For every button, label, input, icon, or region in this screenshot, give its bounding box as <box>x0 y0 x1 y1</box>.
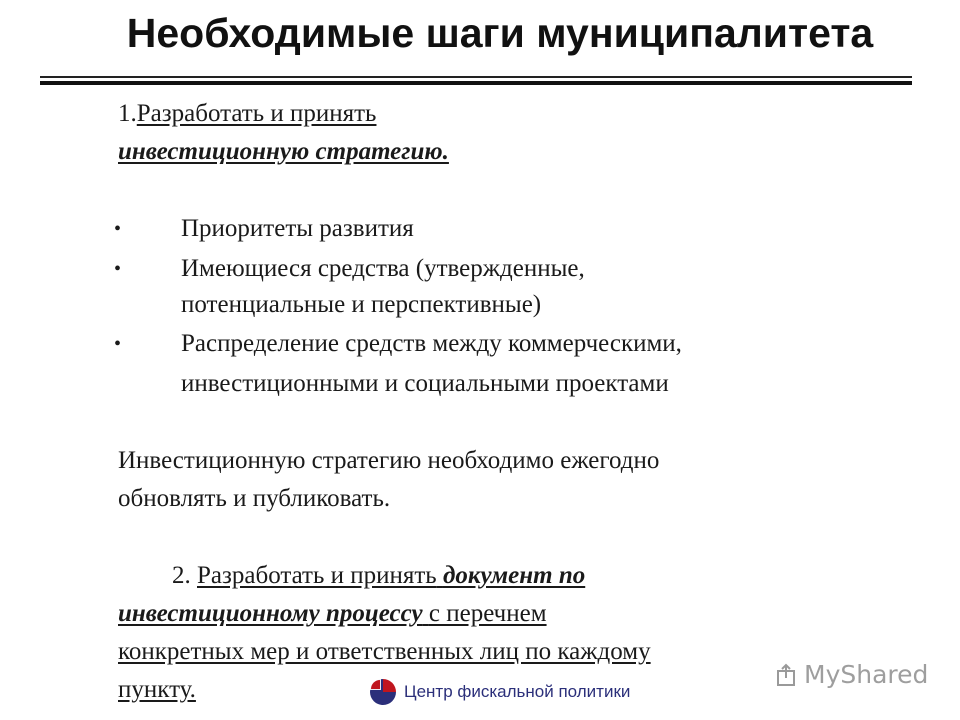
step-2-process: инвестиционному процессу <box>118 600 423 627</box>
share-icon <box>776 663 796 687</box>
step-2-heading <box>197 562 585 589</box>
step-2-line-2-rest: с перечнем <box>428 600 547 627</box>
step-2-line-2 <box>118 596 547 632</box>
watermark: MyShared <box>804 660 929 689</box>
pie-logo-icon <box>368 677 398 707</box>
bullet-icon: • <box>114 218 122 240</box>
bullet-text: Распределение средств между коммерческими, <box>181 330 682 357</box>
bullet-icon: • <box>114 258 122 280</box>
slide-title: Необходимые шаги муниципалитета <box>126 10 874 56</box>
step-2-document: документ по <box>442 562 586 589</box>
bullet-text: Имеющиеся средства (утвержденные, <box>181 255 585 282</box>
title-divider-thick <box>40 81 912 85</box>
step-2-line-4: пункту. <box>118 676 196 703</box>
step-2-line-3: конкретных мер и ответственных лиц по каждому <box>118 638 651 665</box>
footer-org-name: Центр фискальной политики <box>404 682 631 701</box>
step-1-strategy: инвестиционную стратегию. <box>118 138 449 165</box>
step-1-number: 1. <box>118 100 137 127</box>
note-line-1: Инвестиционную стратегию необходимо ежегодно <box>118 447 660 474</box>
step-2-heading-text: Разработать и принять <box>197 562 437 589</box>
bullet-text: Приоритеты развития <box>181 215 414 242</box>
step-1-line-1 <box>118 96 376 132</box>
step-2-line-1 <box>172 558 585 594</box>
bullet-text-continued: потенциальные и перспективные) <box>181 291 542 318</box>
title-divider-thin <box>40 76 912 78</box>
step-2-number: 2. <box>172 562 191 589</box>
note-line-2: обновлять и публиковать. <box>118 485 391 512</box>
bullet-icon: • <box>114 333 122 355</box>
step-1-heading: Разработать и принять <box>136 100 377 127</box>
bullet-text-continued: инвестиционными и социальными проектами <box>181 370 669 397</box>
